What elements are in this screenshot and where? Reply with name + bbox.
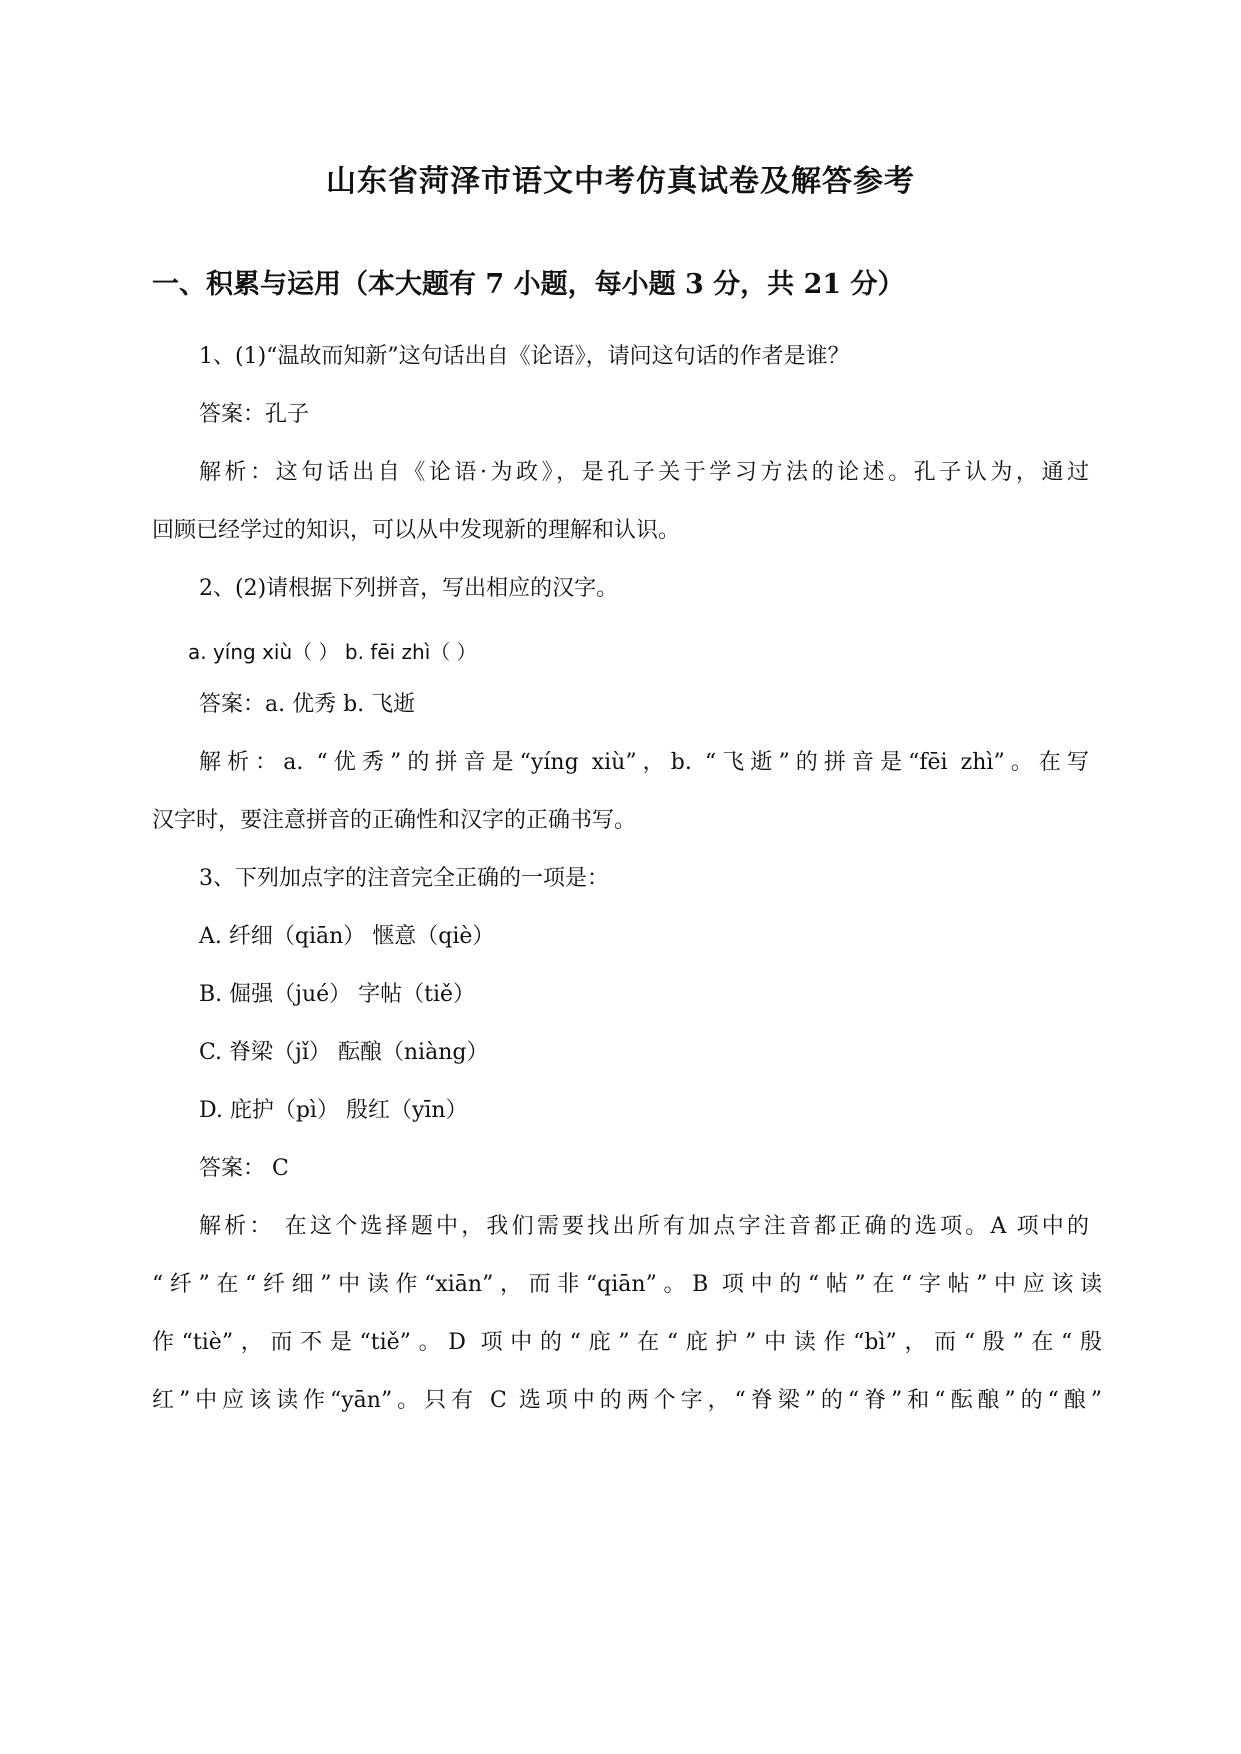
q3-option-b: B. 倔强（jué） 字帖（tiě） [199, 982, 476, 1007]
q1-question: 1、(1)“温故而知新”这句话出自《论语》，请问这句话的作者是谁？ [199, 344, 850, 369]
q3-answer: 答案： C [199, 1156, 289, 1181]
q3-question: 3、下列加点字的注音完全正确的一项是： [199, 866, 609, 891]
q3-analysis-line-2: “纤”在“纤细”中读作“xiān”，而非“qiān”。B 项中的“帖”在“字帖”中应该读 [152, 1272, 1102, 1297]
q3-analysis-line-4: 红”中应该读作“yān”。只有 C 选项中的两个字，“脊梁”的“脊”和“酝酿”的“酿” [152, 1388, 1102, 1413]
q3-analysis-line-1: 解析： 在这个选择题中，我们需要找出所有加点字注音都正确的选项。A 项中的 [199, 1214, 1089, 1239]
q1-analysis-line-2: 回顾已经学过的知识，可以从中发现新的理解和认识。 [152, 518, 681, 543]
q2-answer: 答案：a. 优秀 b. 飞逝 [199, 692, 416, 717]
page-title: 山东省菏泽市语文中考仿真试卷及解答参考 [326, 164, 915, 199]
q3-option-c: C. 脊梁（jǐ） 酝酿（niàng） [199, 1040, 489, 1065]
section-heading: 一、积累与运用（本大题有 7 小题，每小题 3 分，共 21 分） [152, 269, 905, 300]
q3-option-a: A. 纤细（qiān） 惬意（qiè） [199, 924, 495, 949]
q2-analysis-line-1: 解析：a. “优秀”的拼音是“yíng xiù”，b. “飞逝”的拼音是“fēi zhì”。在写 [199, 750, 1089, 775]
q1-answer: 答案：孔子 [199, 402, 310, 427]
q2-question: 2、(2)请根据下列拼音，写出相应的汉字。 [199, 576, 619, 601]
q1-analysis-line-1: 解析：这句话出自《论语·为政》，是孔子关于学习方法的论述。孔子认为，通过 [199, 460, 1089, 485]
q3-analysis-line-3: 作“tiè”，而不是“tiě”。D 项中的“庇”在“庇护”中读作“bì”，而“殷”在“殷 [152, 1330, 1102, 1355]
q2-pinyin: a. yíng xiù（ ） b. fēi zhì（ ） [188, 640, 477, 664]
q3-option-d: D. 庇护（pì） 殷红（yīn） [199, 1098, 468, 1123]
q2-analysis-line-2: 汉字时，要注意拼音的正确性和汉字的正确书写。 [152, 808, 637, 833]
